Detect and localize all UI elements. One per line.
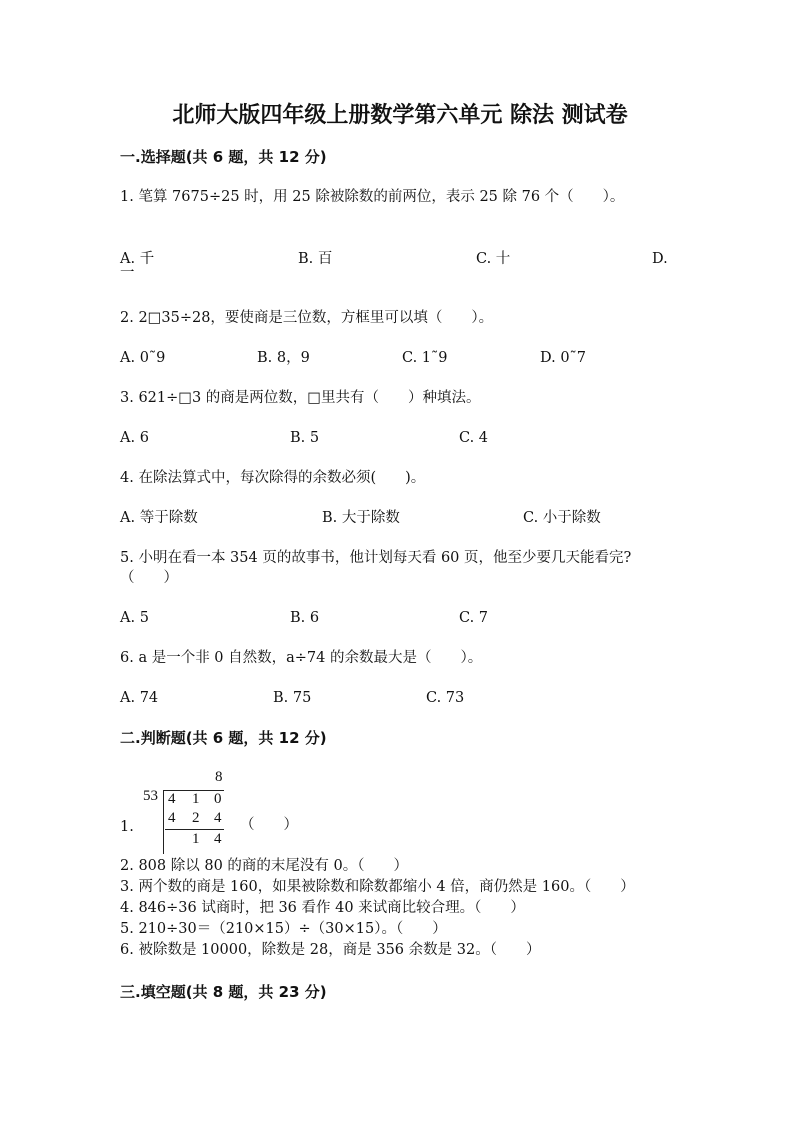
section-heading-judge: 二.判断题(共 6 题，共 12 分): [120, 729, 327, 747]
choice-q2-option-a: A. 0˜9: [120, 350, 166, 366]
section-heading-choice: 一.选择题(共 6 题，共 12 分): [120, 148, 327, 166]
choice-question-5-wrap: （ ）: [120, 570, 178, 586]
ld-row2-d3: 4: [214, 810, 222, 826]
choice-q1-option-a: A. 千: [120, 251, 155, 267]
choice-question-1: 1. 笔算 7675÷25 时，用 25 除被除数的前两位，表示 25 除 76 个（ ）。: [120, 189, 625, 205]
ld-subtraction-line: [165, 829, 224, 830]
ld-row1-d1: 4: [168, 791, 176, 807]
choice-question-6: 6. a 是一个非 0 自然数，a÷74 的余数最大是（ ）。: [120, 650, 483, 666]
ld-row3-d2: 4: [214, 831, 222, 847]
ld-divisor: 53: [143, 788, 158, 804]
choice-q5-option-a: A. 5: [120, 610, 149, 626]
choice-q5-option-c: C. 7: [459, 610, 489, 626]
choice-q2-option-b: B. 8，9: [257, 350, 310, 366]
choice-q2-option-d: D. 0˜7: [540, 350, 587, 366]
choice-q3-option-c: C. 4: [459, 430, 489, 446]
choice-q6-option-c: C. 73: [426, 690, 465, 706]
judge-question-5: 5. 210÷30＝（210×15）÷（30×15）。（ ）: [120, 921, 447, 937]
choice-q4-option-c: C. 小于除数: [523, 510, 601, 526]
choice-q1-option-b: B. 百: [298, 251, 333, 267]
choice-question-5: 5. 小明在看一本 354 页的故事书，他计划每天看 60 页，他至少要几天能看完?: [120, 550, 632, 566]
ld-row2-d2: 2: [192, 810, 200, 826]
judge-question-1: 1.: [120, 819, 134, 835]
choice-q4-option-a: A. 等于除数: [120, 510, 198, 526]
choice-q6-option-a: A. 74: [120, 690, 159, 706]
choice-question-4: 4. 在除法算式中，每次除得的余数必须( )。: [120, 470, 426, 486]
ld-row3-d1: 1: [192, 831, 200, 847]
choice-q3-option-b: B. 5: [290, 430, 320, 446]
ld-row1-d3: 0: [214, 791, 222, 807]
choice-q1-option-d: D.: [652, 251, 668, 267]
ld-quotient: 8: [215, 769, 223, 785]
judge-question-1-bracket: （ ）: [240, 817, 298, 833]
judge-question-4: 4. 846÷36 试商时，把 36 看作 40 来试商比较合理。（ ）: [120, 900, 525, 916]
judge-question-6: 6. 被除数是 10000，除数是 28，商是 356 余数是 32。（ ）: [120, 942, 541, 958]
choice-q3-option-a: A. 6: [120, 430, 149, 446]
choice-q1-option-d-wrap: 一: [120, 265, 135, 281]
judge-question-3: 3. 两个数的商是 160，如果被除数和除数都缩小 4 倍，商仍然是 160。（ ）: [120, 879, 635, 895]
choice-q5-option-b: B. 6: [290, 610, 320, 626]
choice-q6-option-b: B. 75: [273, 690, 312, 706]
judge-question-2: 2. 808 除以 80 的商的末尾没有 0。（ ）: [120, 858, 408, 874]
choice-question-2: 2. 2□35÷28，要使商是三位数，方框里可以填（ ）。: [120, 310, 494, 326]
choice-q2-option-c: C. 1˜9: [402, 350, 448, 366]
ld-row1-d2: 1: [192, 791, 200, 807]
choice-question-3: 3. 621÷□3 的商是两位数，□里共有（ ）种填法。: [120, 390, 481, 406]
choice-q4-option-b: B. 大于除数: [322, 510, 400, 526]
section-heading-fill: 三.填空题(共 8 题，共 23 分): [120, 983, 327, 1001]
page-title: 北师大版四年级上册数学第六单元 除法 测试卷: [172, 103, 628, 128]
ld-row2-d1: 4: [168, 810, 176, 826]
ld-bracket-side: [163, 790, 164, 854]
choice-q1-option-c: C. 十: [476, 251, 511, 267]
